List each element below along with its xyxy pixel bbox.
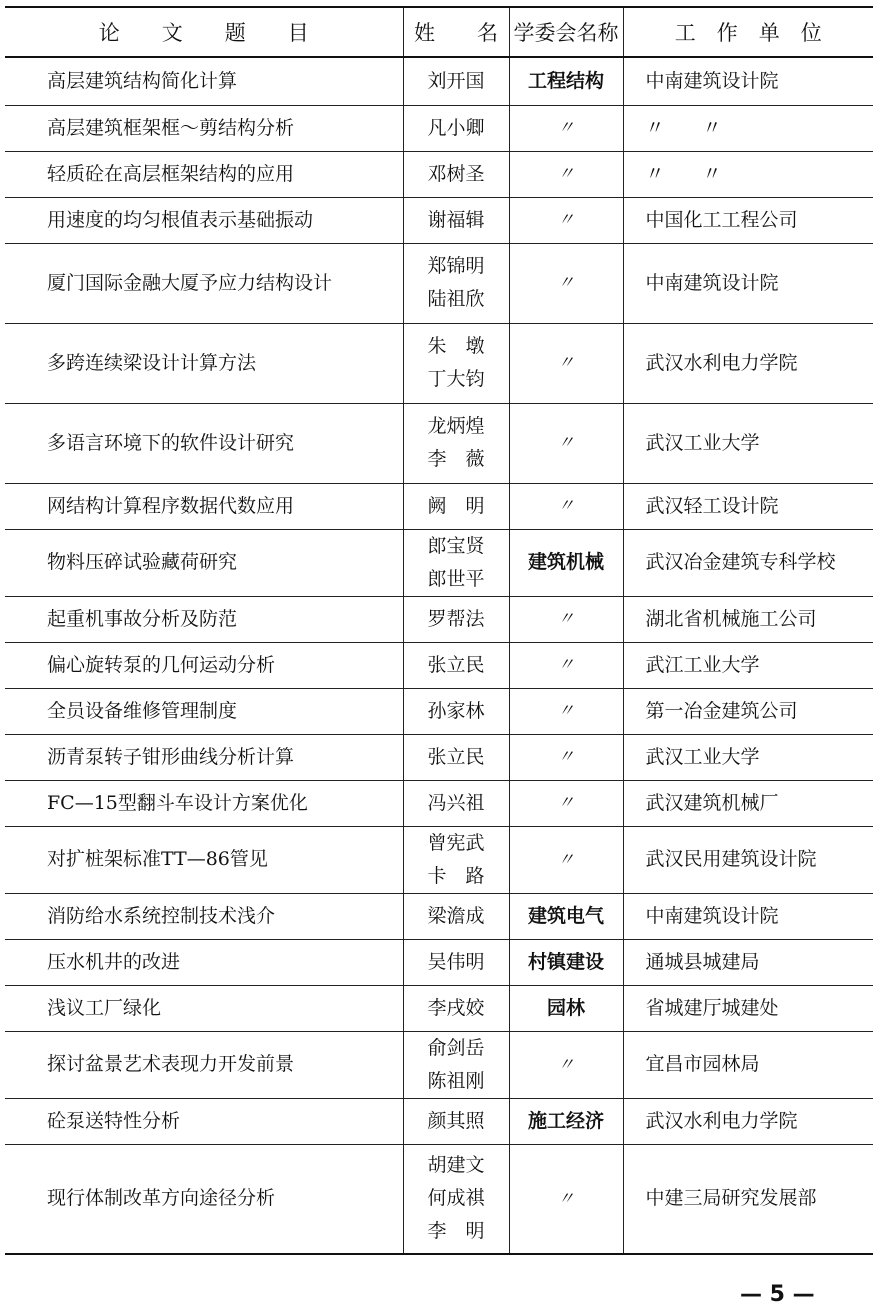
work-unit: 通城县城建局 [623, 939, 873, 985]
table-row [5, 529, 873, 596]
committee-text: 建筑机械 [527, 551, 604, 573]
committee-name [509, 151, 623, 197]
author-names [403, 529, 509, 596]
author-name: 郎世平 [427, 567, 485, 590]
committee-text: 建筑电气 [527, 904, 604, 927]
author-name: 罗帮法 [427, 607, 485, 630]
committee-text: 〃 [557, 849, 575, 870]
committee-text: 〃 [557, 210, 575, 230]
committee-text: 工程结构 [527, 69, 604, 92]
work-unit: 〃 〃 [623, 105, 873, 151]
author-names [403, 323, 509, 403]
author-names [403, 985, 509, 1031]
committee-text: 〃 [557, 273, 575, 293]
table-body [5, 57, 873, 1254]
committee-name [509, 985, 623, 1031]
author-name: 李 明 [427, 1220, 485, 1243]
work-unit: 武汉建筑机械厂 [623, 780, 873, 826]
work-unit: 中南建筑设计院 [623, 893, 873, 939]
paper-title: 多语言环境下的软件设计研究 [5, 403, 403, 483]
committee-name [509, 780, 623, 826]
author-name: 俞剑岳 [427, 1036, 485, 1059]
author-names [403, 642, 509, 688]
committee-text: 〃 [557, 747, 575, 767]
paper-title: 高层建筑框架框～剪结构分析 [5, 105, 403, 151]
author-name: 郎宝贤 [427, 534, 485, 557]
table-row [5, 151, 873, 197]
committee-name [509, 243, 623, 323]
paper-title: 对扩桩架标准TT—86管见 [5, 826, 403, 893]
committee-text: 〃 [557, 164, 575, 184]
author-names [403, 688, 509, 734]
work-unit: 湖北省机械施工公司 [623, 596, 873, 642]
paper-title: 偏心旋转泵的几何运动分析 [5, 642, 403, 688]
committee-name [509, 1144, 623, 1254]
work-unit: 中南建筑设计院 [623, 243, 873, 323]
paper-title: FC—15型翻斗车设计方案优化 [5, 780, 403, 826]
work-unit: 武汉冶金建筑专科学校 [623, 529, 873, 596]
committee-name [509, 529, 623, 596]
table-row [5, 688, 873, 734]
author-name: 刘开国 [427, 69, 485, 92]
table-row [5, 734, 873, 780]
author-names [403, 151, 509, 197]
committee-text: 村镇建设 [527, 950, 604, 973]
author-name: 梁澹成 [427, 904, 485, 927]
header-title: 论 文 题 目 [5, 7, 403, 57]
committee-name [509, 939, 623, 985]
paper-title: 浅议工厂绿化 [5, 985, 403, 1031]
author-names [403, 403, 509, 483]
author-name: 丁大钧 [427, 368, 485, 390]
committee-text: 〃 [557, 496, 575, 516]
table-row [5, 985, 873, 1031]
committee-text: 〃 [557, 793, 575, 813]
author-names [403, 197, 509, 243]
committee-text: 〃 [557, 609, 575, 629]
paper-title: 厦门国际金融大厦予应力结构设计 [5, 243, 403, 323]
committee-name [509, 323, 623, 403]
committee-name [509, 893, 623, 939]
header-unit: 工 作 单 位 [623, 7, 873, 57]
committee-text: 〃 [557, 433, 575, 453]
paper-title: 全员设备维修管理制度 [5, 688, 403, 734]
committee-name [509, 826, 623, 893]
author-names [403, 243, 509, 323]
paper-title: 网结构计算程序数据代数应用 [5, 483, 403, 529]
work-unit: 武汉工业大学 [623, 734, 873, 780]
committee-text: 〃 [557, 1188, 575, 1209]
committee-text: 〃 [557, 118, 575, 138]
author-names [403, 1098, 509, 1144]
table-row [5, 1098, 873, 1144]
table-row [5, 826, 873, 893]
committee-text: 园林 [546, 996, 585, 1019]
table-row [5, 939, 873, 985]
work-unit: 中建三局研究发展部 [623, 1144, 873, 1254]
author-names [403, 596, 509, 642]
committee-name [509, 403, 623, 483]
work-unit: 武江工业大学 [623, 642, 873, 688]
work-unit: 〃 〃 [623, 151, 873, 197]
author-names [403, 893, 509, 939]
paper-title: 压水机井的改进 [5, 939, 403, 985]
author-name: 凡小卿 [427, 116, 485, 139]
author-name: 朱 墩 [427, 335, 485, 357]
paper-title: 砼泵送特性分析 [5, 1098, 403, 1144]
author-name: 胡建文 [427, 1154, 485, 1177]
paper-title: 消防给水系统控制技术浅介 [5, 893, 403, 939]
committee-name [509, 642, 623, 688]
paper-title: 沥青泵转子钳形曲线分析计算 [5, 734, 403, 780]
paper-title: 起重机事故分析及防范 [5, 596, 403, 642]
table-row [5, 403, 873, 483]
paper-title: 现行体制改革方向途径分析 [5, 1144, 403, 1254]
author-name: 何成祺 [427, 1187, 485, 1210]
author-names [403, 483, 509, 529]
author-name: 卡 路 [427, 864, 485, 887]
author-name: 李 薇 [427, 448, 485, 470]
work-unit: 武汉轻工设计院 [623, 483, 873, 529]
table-row [5, 780, 873, 826]
author-names [403, 826, 509, 893]
author-name: 孙家林 [427, 699, 485, 722]
paper-title: 轻质砼在高层框架结构的应用 [5, 151, 403, 197]
author-names [403, 1031, 509, 1098]
committee-name [509, 734, 623, 780]
author-name: 张立民 [427, 653, 485, 676]
table-row [5, 483, 873, 529]
header-committee: 学委会名称 [509, 7, 623, 57]
committee-text: 〃 [557, 655, 575, 675]
author-name: 陆祖欣 [427, 288, 485, 310]
author-names [403, 939, 509, 985]
work-unit: 武汉工业大学 [623, 403, 873, 483]
table-row [5, 642, 873, 688]
author-names [403, 734, 509, 780]
committee-text: 〃 [557, 353, 575, 373]
author-name: 郑锦明 [427, 255, 485, 277]
paper-title: 物料压碎试验藏荷研究 [5, 529, 403, 596]
committee-name [509, 197, 623, 243]
committee-name [509, 596, 623, 642]
table-row [5, 596, 873, 642]
paper-list-table [5, 6, 873, 1255]
work-unit: 武汉民用建筑设计院 [623, 826, 873, 893]
committee-text: 〃 [557, 1054, 575, 1075]
author-name: 陈祖刚 [427, 1069, 485, 1092]
author-name: 谢福辑 [427, 208, 485, 231]
work-unit: 武汉水利电力学院 [623, 323, 873, 403]
author-name: 张立民 [427, 745, 485, 768]
author-name: 龙炳煌 [427, 415, 485, 437]
committee-name [509, 688, 623, 734]
committee-name [509, 1031, 623, 1098]
table-row [5, 57, 873, 105]
paper-title: 用速度的均匀根值表示基础振动 [5, 197, 403, 243]
table-row [5, 893, 873, 939]
header-name: 姓 名 [403, 7, 509, 57]
table-row [5, 243, 873, 323]
author-names [403, 57, 509, 105]
author-names [403, 105, 509, 151]
author-name: 吴伟明 [427, 950, 485, 973]
author-name: 阙 明 [427, 494, 485, 517]
committee-text: 施工经济 [527, 1109, 604, 1132]
work-unit: 中南建筑设计院 [623, 57, 873, 105]
paper-title: 探讨盆景艺术表现力开发前景 [5, 1031, 403, 1098]
committee-name [509, 1098, 623, 1144]
committee-name [509, 105, 623, 151]
author-name: 邓树圣 [427, 162, 485, 185]
work-unit: 省城建厅城建处 [623, 985, 873, 1031]
author-name: 冯兴祖 [427, 791, 485, 814]
committee-name [509, 57, 623, 105]
work-unit: 第一冶金建筑公司 [623, 688, 873, 734]
committee-text: 〃 [557, 701, 575, 721]
table-row [5, 1144, 873, 1254]
page-number: — 5 — [740, 1282, 815, 1307]
work-unit: 武汉水利电力学院 [623, 1098, 873, 1144]
work-unit: 中国化工工程公司 [623, 197, 873, 243]
author-names [403, 1144, 509, 1254]
table-header-row [5, 7, 873, 57]
author-name: 李戌姣 [427, 996, 485, 1019]
table-row [5, 105, 873, 151]
paper-title: 多跨连续梁设计计算方法 [5, 323, 403, 403]
author-name: 颜其照 [427, 1109, 485, 1132]
table-row [5, 197, 873, 243]
paper-title: 高层建筑结构简化计算 [5, 57, 403, 105]
author-names [403, 780, 509, 826]
author-name: 曾宪武 [427, 831, 485, 854]
table-row [5, 323, 873, 403]
committee-name [509, 483, 623, 529]
table-row [5, 1031, 873, 1098]
work-unit: 宜昌市园林局 [623, 1031, 873, 1098]
